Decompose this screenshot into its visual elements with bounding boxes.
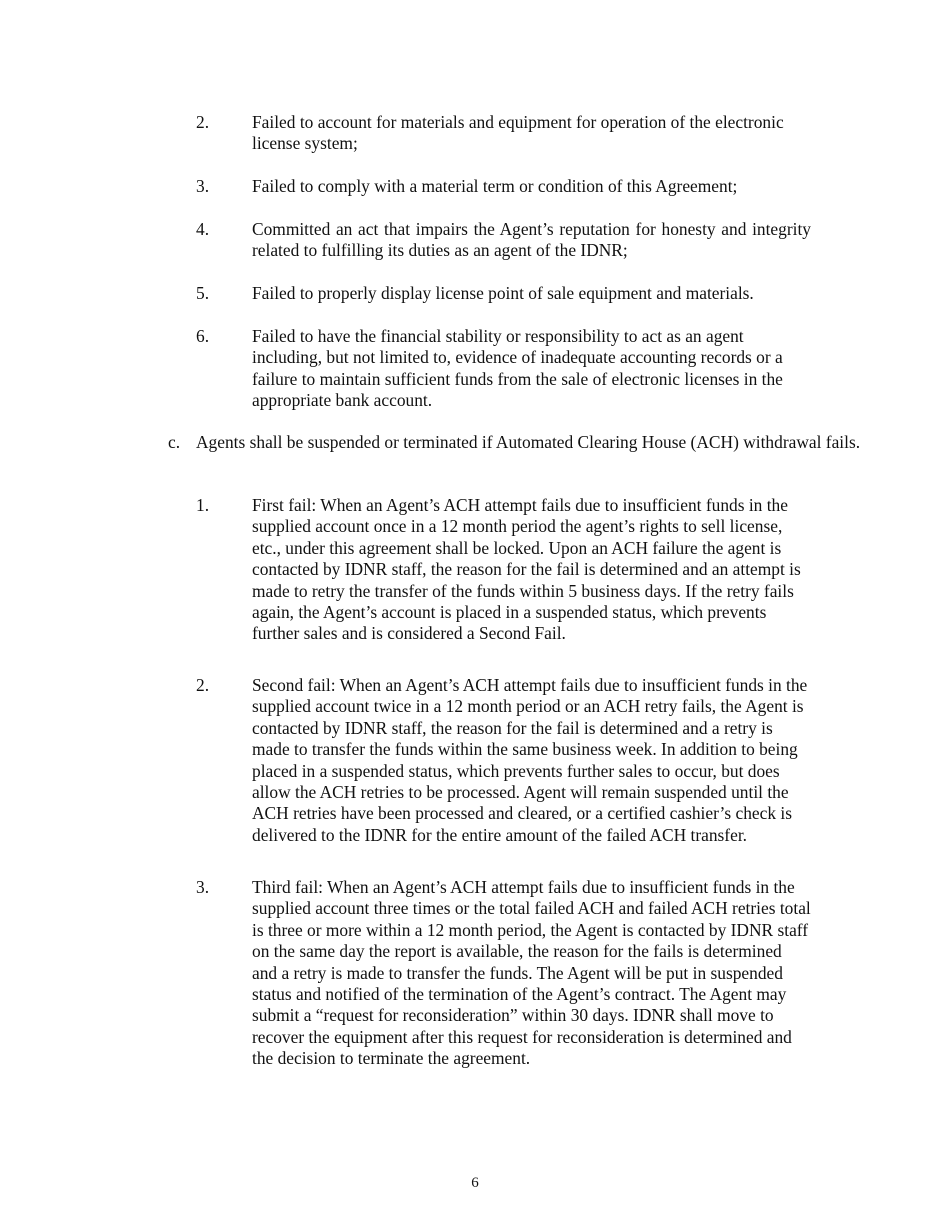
list-item-number: 2. <box>196 112 210 132</box>
list-item <box>196 283 811 304</box>
list-item-number: 6. <box>196 326 210 346</box>
list-item-text: Failed to properly display license point of sale equipment and materials. <box>252 283 754 303</box>
section-c-heading <box>168 432 928 453</box>
list-item-number: 2. <box>196 675 210 695</box>
list-item <box>196 219 811 262</box>
list-item-number: 3. <box>196 176 210 196</box>
list-item-text: Third fail: When an Agent’s ACH attempt fails due to insufficient funds in the supplied account three times or the total failed ACH and failed ACH retries total is three or more within a 12 month period, the Agent is contacted by IDNR staff on the same day the report is available, the reason for the fails is determined and a retry is made to transfer the funds. The Agent will be put in suspended status and notified of the termination of the Agent’s contract. The Agent may submit a “request for reconsideration” within 30 days. IDNR shall move to recover the equipment after this request for reconsideration is determined and the decision to terminate the agreement. <box>252 877 811 1069</box>
section-c-letter: c. <box>168 432 181 452</box>
list-item-number: 4. <box>196 219 210 239</box>
list-item-text: Failed to account for materials and equipment for operation of the electronic license system; <box>252 112 784 154</box>
list-item <box>196 675 811 846</box>
list-item <box>196 176 811 197</box>
list-item <box>196 495 811 645</box>
list-item-text: Committed an act that impairs the Agent’s reputation for honesty and integrity related to fulfilling its duties as an agent of the IDNR; <box>252 219 811 261</box>
list-item <box>196 877 811 1070</box>
list-item-number: 1. <box>196 495 210 515</box>
page-number: 6 <box>471 1175 479 1191</box>
list-item <box>196 112 811 155</box>
list-item-text: First fail: When an Agent’s ACH attempt fails due to insufficient funds in the supplied account once in a 12 month period the agent’s rights to sell license, etc., under this agreement shall be locked. Upon an ACH failure the agent is contacted by IDNR staff, the reason for the fail is determined and an attempt is made to retry the transfer of the funds within 5 business days. If the retry fails again, the Agent’s account is placed in a suspended status, which prevents further sales and is considered a Second Fail. <box>252 495 801 644</box>
list-item-text: Failed to comply with a material term or condition of this Agreement; <box>252 176 738 196</box>
list-item-text: Second fail: When an Agent’s ACH attempt fails due to insufficient funds in the supplied account twice in a 12 month period or an ACH retry fails, the Agent is contacted by IDNR staff, the reason for the fail is determined and a retry is made to transfer the funds within the same business week. In addition to being placed in a suspended status, which prevents further sales to occur, but does allow the ACH retries to be processed. Agent will remain suspended until the ACH retries have been processed and cleared, or a certified cashier’s check is delivered to the IDNR for the entire amount of the failed ACH transfer. <box>252 675 808 845</box>
list-item-number: 3. <box>196 877 210 897</box>
list-item-text: Failed to have the financial stability or responsibility to act as an agent including, but not limited to, evidence of inadequate accounting records or a failure to maintain sufficient funds from the sale of electronic licenses in the appropriate bank account. <box>252 326 783 411</box>
list-item-number: 5. <box>196 283 210 303</box>
section-c-text: Agents shall be suspended or terminated if Automated Clearing House (ACH) withdrawal fails. <box>196 432 861 452</box>
list-item <box>196 326 811 412</box>
